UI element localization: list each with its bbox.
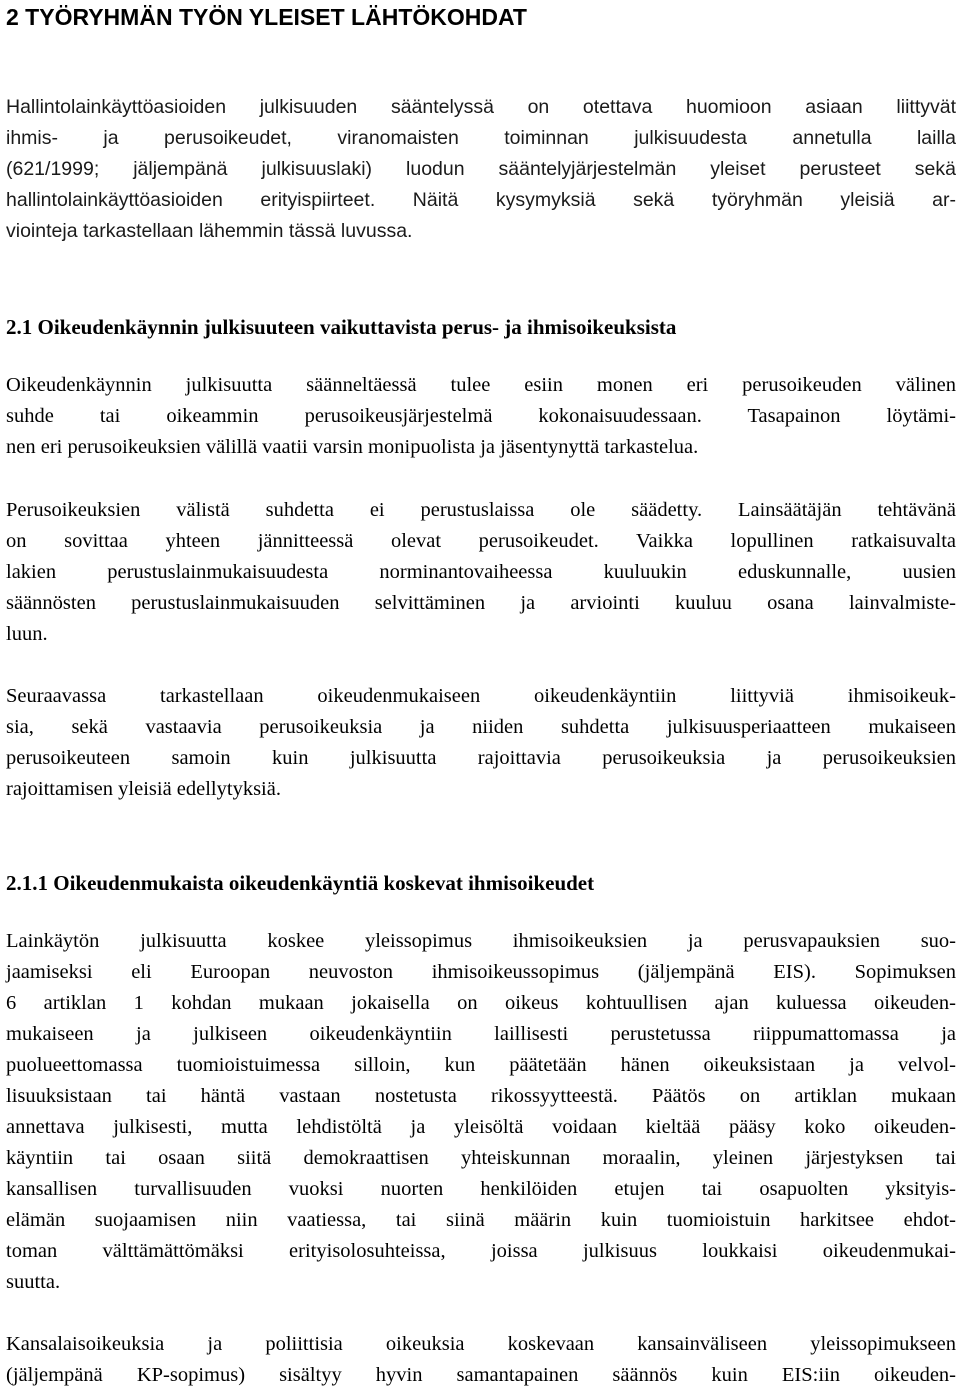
text-line: sia, sekä vastaavia perusoikeuksia ja niiden suhdetta julkisuusperiaatteen mukaiseen: [6, 716, 956, 738]
text-line: suutta.: [6, 1271, 61, 1293]
text-line: kansallisen turvallisuuden vuoksi nuorten henkilöiden etujen tai osapuolten yksityis-: [6, 1178, 956, 1200]
text-line: on sovittaa yhteen jännitteessä olevat perusoikeudet. Vaikka lopullinen ratkaisuvalta: [6, 530, 956, 552]
text-line: lisuuksistaan tai häntä vastaan nostetusta rikossyytteestä. Päätös on artiklan mukaan: [6, 1085, 956, 1107]
text-line: Seuraavassa tarkastellaan oikeudenmukaiseen oikeudenkäyntiin liittyviä ihmisoikeuk-: [6, 685, 956, 707]
section-heading-2-1: 2.1 Oikeudenkäynnin julkisuuteen vaikuttavista perus- ja ihmisoikeuksista: [6, 315, 677, 339]
text-line: ihmis- ja perusoikeudet, viranomaisten toiminnan julkisuudesta annetulla lailla: [6, 127, 956, 149]
text-line: luun.: [6, 623, 48, 645]
section-2-1-paragraph-1: [6, 370, 956, 463]
text-line: jaamiseksi eli Euroopan neuvoston ihmisoikeussopimus (jäljempänä EIS). Sopimuksen: [6, 961, 956, 983]
text-line: hallintolainkäyttöasioiden erityispiirteet. Näitä kysymyksiä sekä työryhmän yleisiä ar-: [6, 189, 956, 211]
text-line: perusoikeuteen samoin kuin julkisuutta rajoittavia perusoikeuksia ja perusoikeuksien: [6, 747, 956, 769]
text-line: (jäljempänä KP-sopimus) sisältyy hyvin samantapainen säännös kuin EIS:iin oikeuden-: [6, 1364, 956, 1386]
text-line: Perusoikeuksien välistä suhdetta ei perustuslaissa ole säädetty. Lainsäätäjän tehtävänä: [6, 499, 956, 521]
text-line: elämän suojaamisen niin vaatiessa, tai siinä määrin kuin tuomioistuin harkitsee ehdot-: [6, 1209, 956, 1231]
text-line: Kansalaisoikeuksia ja poliittisia oikeuksia koskevaan kansainväliseen yleissopimukseen: [6, 1333, 956, 1355]
text-line: Hallintolainkäyttöasioiden julkisuuden sääntelyssä on otettava huomioon asiaan liittyvät: [6, 96, 956, 118]
intro-paragraph: [6, 92, 956, 247]
text-line: annettava julkisesti, mutta lehdistöltä ja yleisöltä voidaan kieltää pääsy koko oikeuden-: [6, 1116, 956, 1138]
text-line: viointeja tarkastellaan lähemmin tässä luvussa.: [6, 220, 413, 242]
section-2-1-1-paragraph-1: [6, 926, 956, 1298]
text-line: suhde tai oikeammin perusoikeusjärjestelmä kokonaisuudessaan. Tasapainon löytämi-: [6, 405, 956, 427]
section-2-1-paragraph-3: [6, 681, 956, 805]
text-line: lakien perustuslainmukaisuudesta norminantovaiheessa kuuluukin eduskunnalle, uusien: [6, 561, 956, 583]
text-line: käyntiin tai osaan siitä demokraattisen yhteiskunnan moraalin, yleinen järjestyksen tai: [6, 1147, 956, 1169]
chapter-heading: 2 TYÖRYHMÄN TYÖN YLEISET LÄHTÖKOHDAT: [6, 4, 527, 30]
text-line: mukaiseen ja julkiseen oikeudenkäyntiin laillisesti perustetussa riippumattomassa ja: [6, 1023, 956, 1045]
text-line: toman välttämättömäksi erityisolosuhteissa, joissa julkisuus loukkaisi oikeudenmukai-: [6, 1240, 956, 1262]
text-line: Oikeudenkäynnin julkisuutta säänneltäessä tulee esiin monen eri perusoikeuden välinen: [6, 374, 956, 396]
text-line: säännösten perustuslainmukaisuuden selvittäminen ja arviointi kuuluu osana lainvalmiste-: [6, 592, 956, 614]
section-2-1-1-paragraph-2: [6, 1329, 956, 1391]
text-line: nen eri perusoikeuksien välillä vaatii varsin monipuolista ja jäsentynyttä tarkastelua.: [6, 436, 699, 458]
section-2-1-paragraph-2: [6, 495, 956, 650]
text-line: 6 artiklan 1 kohdan mukaan jokaisella on oikeus kohtuullisen ajan kuluessa oikeuden-: [6, 992, 956, 1014]
text-line: Lainkäytön julkisuutta koskee yleissopimus ihmisoikeuksien ja perusvapauksien suo-: [6, 930, 956, 952]
text-line: (621/1999; jäljempänä julkisuuslaki) luodun sääntelyjärjestelmän yleiset perusteet sekä: [6, 158, 956, 180]
section-heading-2-1-1: 2.1.1 Oikeudenmukaista oikeudenkäyntiä koskevat ihmisoikeudet: [6, 871, 595, 895]
text-line: rajoittamisen yleisiä edellytyksiä.: [6, 778, 281, 800]
text-line: puolueettomassa tuomioistuimessa silloin, kun päätetään hänen oikeuksistaan ja velvol-: [6, 1054, 956, 1076]
